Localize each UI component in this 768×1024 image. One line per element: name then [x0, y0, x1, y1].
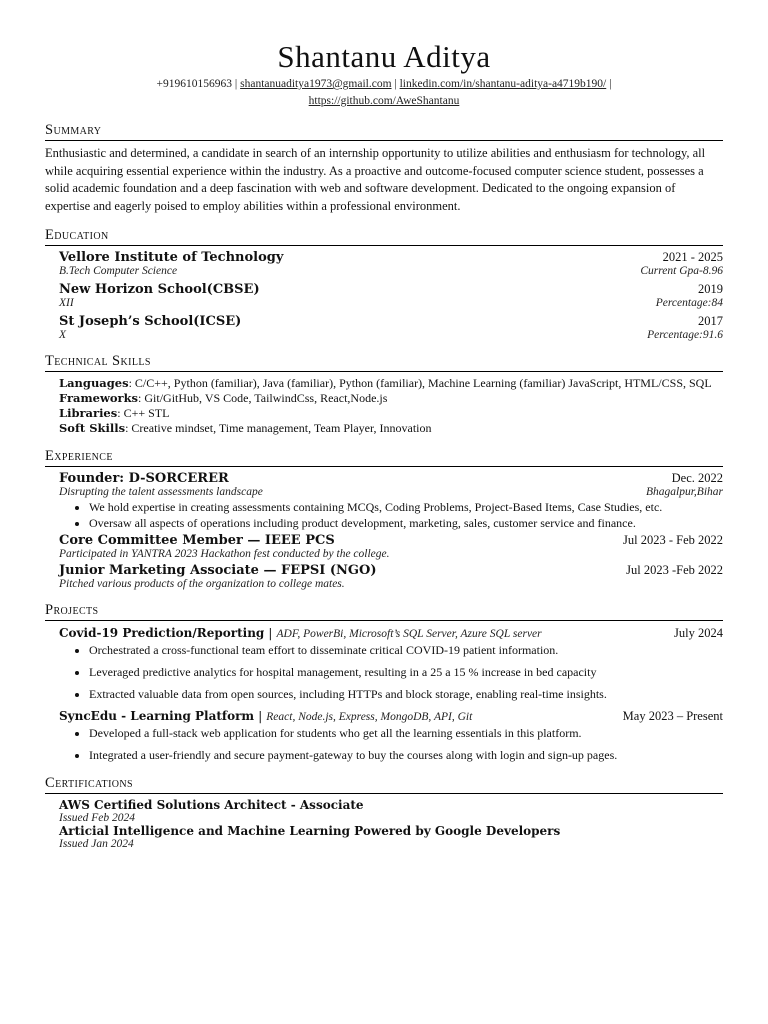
certification-entry: [59, 798, 723, 824]
bullet-item: • Leveraged predictive analytics for hospital management, resulting in a 25 a 15 % increase in bed capacity: [89, 664, 723, 680]
github-link[interactable]: https://github.com/AweShantanu: [308, 95, 460, 107]
skill-value: : Git/GitHub, VS Code, TailwindCss, React,Node.js: [138, 391, 388, 405]
school-name: Vellore Institute of Technology: [59, 250, 284, 265]
project-dates: July 2024: [674, 626, 723, 640]
skill-label: Libraries: [59, 406, 118, 420]
project-tech: ADF, PowerBi, Microsoft’s SQL Server, Azure SQL server: [276, 628, 542, 640]
project-name: Covid-19 Prediction/Reporting: [59, 626, 265, 640]
skill-row: [59, 406, 723, 421]
skills-heading: Technical Skills: [45, 353, 723, 372]
experience-heading: Experience: [45, 448, 723, 467]
skill-value: : C/C++, Python (familiar), Java (familiar), Python (familiar), Machine Learning (familiar) JavaScript, HTML/CSS, SQL: [128, 376, 712, 390]
skill-label: Languages: [59, 376, 129, 390]
education-entry: [59, 314, 723, 341]
bullet-item: • Extracted valuable data from open sources, including HTTPs and block storage, enabling real-time insights.: [89, 686, 723, 702]
project-name: SyncEdu - Learning Platform: [59, 709, 255, 723]
role-title: Junior Marketing Associate — FEPSI (NGO): [59, 563, 377, 578]
bullet-list: [59, 725, 723, 763]
skill-value: : C++ STL: [117, 406, 170, 420]
project-entry: Covid-19 Prediction/Reporting | ADF, PowerBi, Microsoft’s SQL Server, Azure SQL server July 2024 • Orchestrated a cross-functional team effort to disseminate critical COVID-19 patient information. • Leveraged predictive analytics for hospital management, resulting in a 25 a 15 % increase in bed capacity • Extracted valuable data from open sources, including HTTPs and block storage, enabling real-time insights.: [59, 625, 723, 702]
experience-entry: [59, 471, 723, 531]
role-title: Core Committee Member — IEEE PCS: [59, 533, 335, 548]
school-name: St Joseph’s School(ICSE): [59, 314, 242, 329]
summary-heading: Summary: [45, 122, 723, 141]
email-link[interactable]: shantanuaditya1973@gmail.com: [240, 78, 392, 90]
certification-issued: Issued Feb 2024: [59, 812, 136, 824]
role-description: Participated in YANTRA 2023 Hackathon fest conducted by the college.: [59, 548, 390, 560]
project-entry: SyncEdu - Learning Platform | React, Node.js, Express, MongoDB, API, Git May 2023 – Present • Developed a full-stack web application for students who get all the learning essentials in this platform. • Integrated a user-friendly and secure payment-gateway to buy the courses along with login and sign-up pages.: [59, 708, 723, 763]
skill-value: : Creative mindset, Time management, Team Player, Innovation: [125, 421, 432, 435]
projects-heading: Projects: [45, 602, 723, 621]
bullet-list: [59, 642, 723, 702]
degree: XII: [59, 297, 74, 309]
certification-name: AWS Certified Solutions Architect - Associate: [59, 798, 364, 812]
education-dates: 2017: [698, 314, 723, 328]
certifications-heading: Certifications: [45, 775, 723, 794]
skill-row: [59, 421, 723, 436]
separator: |: [234, 78, 238, 90]
contact-line: [45, 76, 723, 110]
bullet-item: • We hold expertise in creating assessments containing MCQs, Coding Problems, Project-Based Items, Case Studies, etc.: [89, 499, 723, 515]
degree: B.Tech Computer Science: [59, 265, 178, 277]
degree: X: [59, 329, 67, 341]
education-heading: Education: [45, 227, 723, 246]
role-dates: Dec. 2022: [671, 471, 723, 485]
score: Percentage:84: [655, 297, 723, 309]
role-dates: Jul 2023 -Feb 2022: [626, 563, 723, 577]
certification-entry: [59, 824, 723, 850]
experience-entry: [59, 533, 723, 560]
skill-row: [59, 376, 723, 391]
project-tech: React, Node.js, Express, MongoDB, API, Git: [266, 711, 473, 723]
skill-label: Soft Skills: [59, 421, 126, 435]
phone-number: +919610156963: [156, 78, 233, 90]
education-entry: [59, 250, 723, 277]
skills-list: [59, 376, 723, 436]
role-description: Pitched various products of the organization to college mates.: [59, 578, 345, 590]
candidate-name: Shantanu Aditya: [277, 39, 491, 74]
certification-name: Articial Intelligence and Machine Learning Powered by Google Developers: [59, 824, 561, 838]
bullet-item: • Oversaw all aspects of operations including product development, marketing, sales, customer service and finance.: [89, 515, 723, 531]
role-title: Founder: D-SORCERER: [59, 471, 229, 486]
role-dates: Jul 2023 - Feb 2022: [623, 533, 723, 547]
project-dates: May 2023 – Present: [622, 709, 723, 723]
education-dates: 2021 - 2025: [662, 250, 723, 264]
linkedin-link[interactable]: linkedin.com/in/shantanu-aditya-a4719b190/: [399, 78, 607, 90]
bullet-item: • Orchestrated a cross-functional team effort to disseminate critical COVID-19 patient information.: [89, 642, 723, 658]
bullet-item: • Developed a full-stack web application for students who get all the learning essentials in this platform.: [89, 725, 723, 741]
skill-label: Frameworks: [59, 391, 139, 405]
school-name: New Horizon School(CBSE): [59, 282, 260, 297]
education-dates: 2019: [698, 282, 723, 296]
separator: |: [609, 78, 612, 90]
score: Current Gpa-8.96: [640, 265, 723, 277]
score: Percentage:91.6: [647, 329, 723, 341]
education-entry: [59, 282, 723, 309]
role-description: Disrupting the talent assessments landscape: [59, 486, 263, 498]
certification-issued: Issued Jan 2024: [59, 838, 134, 850]
role-location: Bhagalpur,Bihar: [646, 486, 723, 498]
resume-page: [45, 40, 723, 850]
separator: |: [394, 78, 397, 90]
skill-row: [59, 391, 723, 406]
experience-entry: [59, 563, 723, 590]
bullet-item: • Integrated a user-friendly and secure payment-gateway to buy the courses along with login and sign-up pages.: [89, 747, 723, 763]
summary-text: Enthusiastic and determined, a candidate in search of an internship opportunity to utilize abilities and enthusiasm for technology, all while acquiring essential experience within the industry. As a proactive and outcome-focused computer science student, possesses a solid academic foundation and a deep fascination with web and software development. Dedicated to the ongoing expansion of expertise and eagerly poised to employ abilities within a professional environment.: [45, 146, 706, 213]
bullet-list: [59, 499, 723, 531]
